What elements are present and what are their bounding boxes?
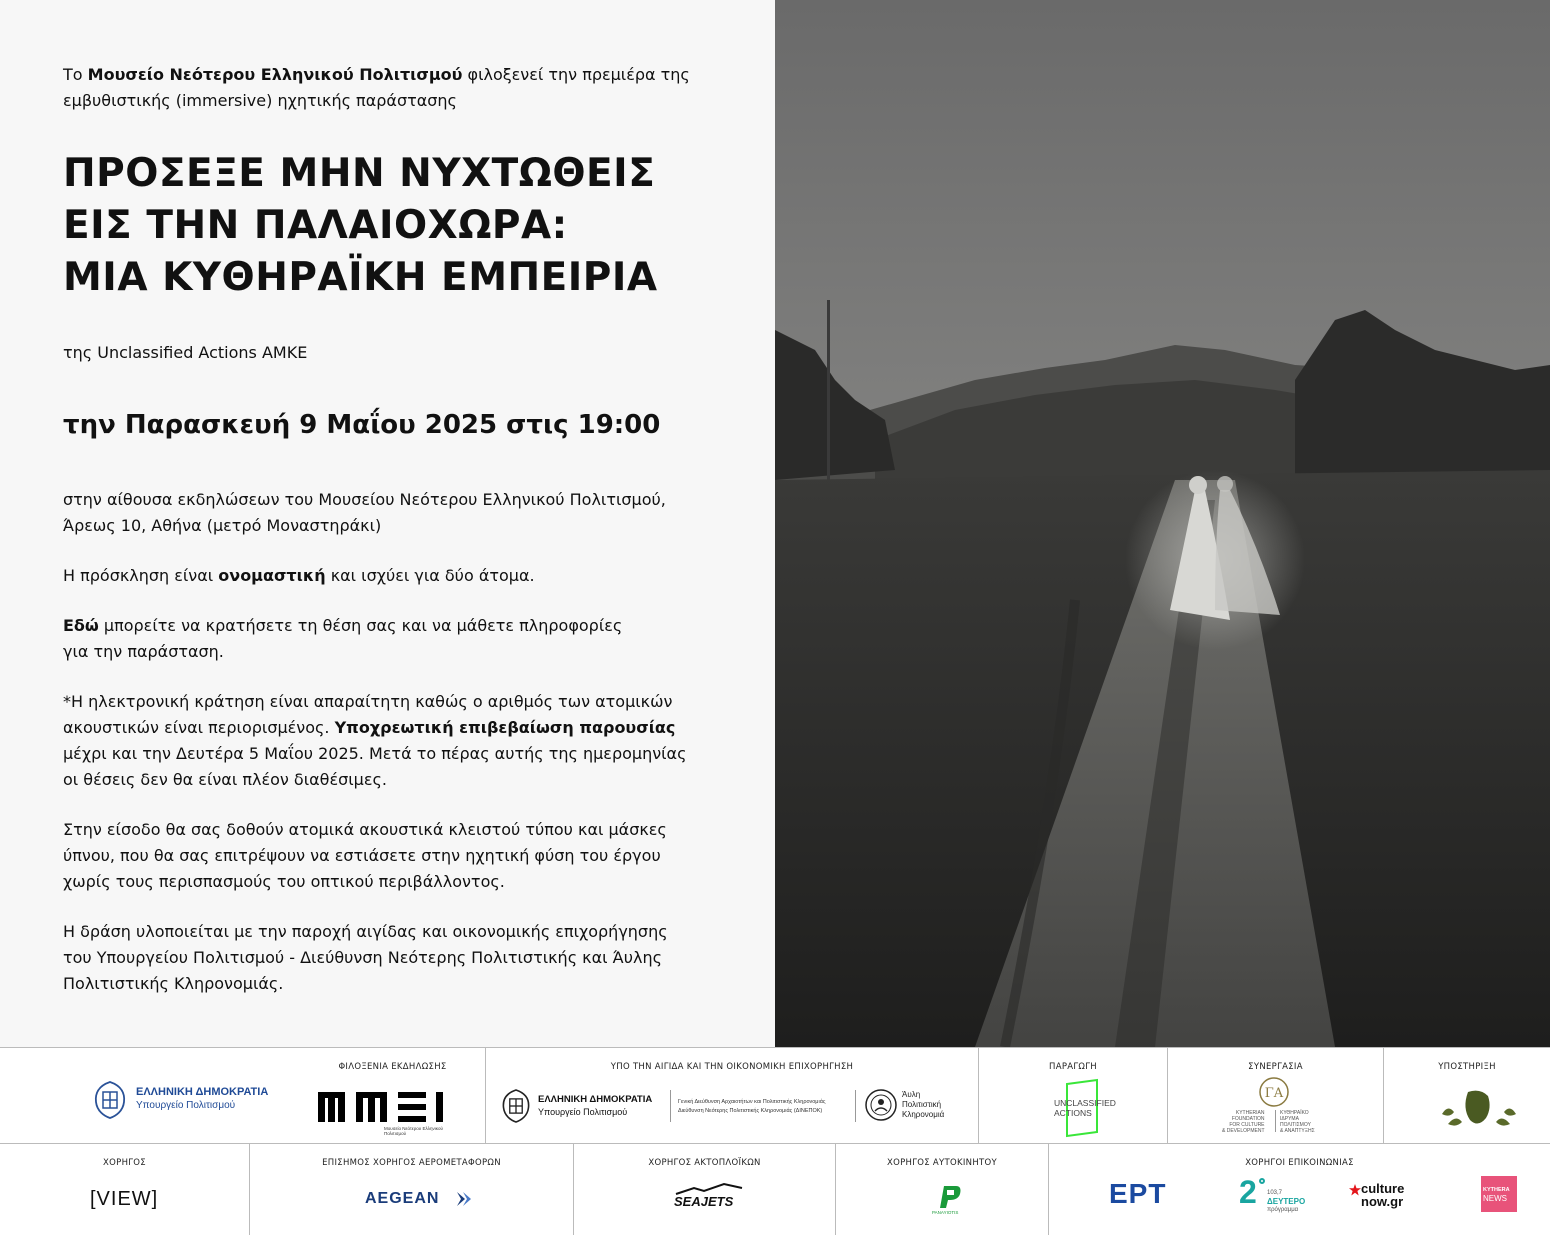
sponsor-cell-production	[979, 1048, 1168, 1143]
sponsor-cell-collaboration	[1168, 1048, 1384, 1143]
greek-coat-of-arms-icon	[500, 1088, 532, 1124]
mnei-logo-icon	[318, 1090, 458, 1126]
funding-line-3: Πολιτιστικής Κληρονομιάς.	[63, 974, 284, 993]
star-icon	[1349, 1184, 1361, 1196]
note-line-2a: ακουστικών είναι περιορισμένος.	[63, 718, 335, 737]
deftero-degree-icon	[1259, 1178, 1265, 1184]
kythera-en-2: FOUNDATION	[1231, 1116, 1265, 1122]
sponsor-cell-car	[836, 1144, 1049, 1235]
culture-line-2: now.gr	[1361, 1194, 1404, 1209]
patronage-divider	[670, 1090, 671, 1122]
sponsor-caption: ΧΟΡΗΓΟΣ	[103, 1158, 146, 1168]
kythera-gr-2: ΙΔΡΥΜΑ	[1280, 1116, 1299, 1122]
deftero-subtitle: πρόγραμμα	[1267, 1207, 1299, 1213]
view-logo: [VIEW]	[90, 1188, 159, 1210]
panayiotis-logo-text: PANAYIOTIS	[932, 1210, 959, 1215]
kytherian-foundation-logo-icon	[1258, 1076, 1290, 1108]
intangible-heritage-text	[902, 1090, 944, 1120]
intangible-line-1: Άυλη	[902, 1090, 921, 1099]
intro-part1: Το	[63, 65, 88, 84]
note-line-3: μέχρι και την Δευτέρα 5 Μαΐου 2025. Μετά το πέρας αυτής της ημερομηνίας	[63, 744, 687, 763]
invitation-paragraph	[63, 563, 753, 589]
laurel-island-logo-icon	[1438, 1084, 1520, 1132]
culture-line-1: culture	[1361, 1181, 1405, 1196]
note-line-2b: Υποχρεωτική επιβεβαίωση παρουσίας	[334, 718, 676, 737]
kythera-gr-1: ΚΥΘΗΡΑΪΚΟ	[1280, 1110, 1309, 1116]
byline: της Unclassified Actions AMKE	[63, 343, 308, 362]
aegean-logo: AEGEAN	[365, 1190, 440, 1207]
aegean-wing-icon	[455, 1190, 473, 1208]
kythera-gr-4: & ΑΝΑΠΤΥΞΗΣ	[1280, 1128, 1315, 1134]
kythera-news-line-1: KYTHERA	[1483, 1187, 1510, 1193]
entrance-line-1: Στην είσοδο θα σας δοθούν ατομικά ακουστικά κλειστού τύπου και μάσκες	[63, 820, 667, 839]
unclassified-actions-text	[1054, 1098, 1116, 1118]
culture-now-logo	[1361, 1182, 1404, 1208]
kythera-divider	[1275, 1110, 1276, 1132]
intangible-heritage-icon	[864, 1088, 898, 1122]
intro-part2: φιλοξενεί την πρεμιέρα της εμβυθιστικής (immersive) ηχητικής παράστασης	[63, 65, 690, 110]
kythera-en-1: KYTHERIAN	[1235, 1110, 1265, 1116]
sponsor-row-1	[0, 1047, 1550, 1144]
panayiotis-logo-icon	[936, 1184, 962, 1210]
support-caption: ΥΠΟΣΤΗΡΙΞΗ	[1438, 1062, 1496, 1072]
deftero-number: 2	[1239, 1174, 1257, 1210]
title-line-1: ΠΡΟΣΕΞΕ ΜΗΝ ΝΥΧΤΩΘΕΙΣ	[63, 151, 656, 196]
sponsor-cell-patronage	[486, 1048, 979, 1143]
hosting-caption: ΦΙΛΟΞΕΝΙΑ ΕΚΔΗΛΩΣΗΣ	[338, 1062, 447, 1072]
collaboration-caption: ΣΥΝΕΡΓΑΣΙΑ	[1248, 1062, 1303, 1072]
patronage-divider-2	[855, 1090, 856, 1122]
media-caption: ΧΟΡΗΓΟΙ ΕΠΙΚΟΙΝΩΝΙΑΣ	[1245, 1158, 1354, 1168]
sponsor-cell-ministry	[0, 1048, 300, 1143]
kythera-gr-3: ΠΟΛΙΤΙΣΜΟΥ	[1280, 1122, 1311, 1128]
sponsor-cell-seajets	[574, 1144, 836, 1235]
directorate-line-2: Διεύθυνση Νεότερης Πολιτιστικής Κληρονομιάς (ΔΙΝΕΠΟΚ)	[678, 1108, 823, 1114]
note-line-4: οι θέσεις δεν θα είναι πλέον διαθέσιμες.	[63, 770, 387, 789]
sponsor-cell-support	[1384, 1048, 1550, 1143]
booking-line-2: για την παράσταση.	[63, 642, 224, 661]
photo-illustration	[775, 0, 1550, 1047]
ministry-logo-subtitle: Υπουργείο Πολιτισμού	[136, 1100, 236, 1111]
ferry-caption: ΧΟΡΗΓΟΣ ΑΚΤΟΠΛΟΪΚΩΝ	[648, 1158, 761, 1168]
patronage-gov-name: ΕΛΛΗΝΙΚΗ ΔΗΜΟΚΡΑΤΙΑ	[538, 1094, 653, 1105]
deftero-frequency: 103,7	[1267, 1190, 1283, 1196]
production-caption: ΠΑΡΑΓΩΓΗ	[1049, 1062, 1097, 1072]
svg-text:ΓΑ: ΓΑ	[1264, 1086, 1284, 1101]
body-text	[63, 487, 753, 1021]
venue-paragraph	[63, 487, 753, 539]
booking-line-1: μπορείτε να κρατήσετε τη θέση σας και να μάθετε πληροφορίες	[98, 616, 623, 635]
mnei-logo-text: Μουσείο Νεότερου Ελληνικού Πολιτισμού	[384, 1126, 443, 1136]
note-paragraph	[63, 689, 753, 793]
funding-line-2: του Υπουργείου Πολιτισμού - Διεύθυνση Νεότερης Πολιτιστικής και Άυλης	[63, 948, 662, 967]
event-title	[63, 148, 763, 304]
event-photo	[775, 0, 1550, 1047]
intangible-line-2: Πολιτιστική	[902, 1100, 942, 1109]
booking-paragraph	[63, 613, 753, 665]
entrance-paragraph	[63, 817, 753, 895]
ministry-logo	[92, 1080, 282, 1120]
sponsor-cell-view	[0, 1144, 250, 1235]
ert-logo: ΕΡΤ	[1109, 1178, 1167, 1209]
deftero-name: ΔΕΥΤΕΡΟ	[1267, 1197, 1306, 1206]
sponsor-row-2	[0, 1144, 1550, 1235]
invitation-part1: Η πρόσκληση είναι	[63, 566, 219, 585]
venue-line-1: στην αίθουσα εκδηλώσεων του Μουσείου Νεότερου Ελληνικού Πολιτισμού,	[63, 490, 666, 509]
patronage-caption: ΥΠΟ ΤΗΝ ΑΙΓΙΔΑ ΚΑΙ ΤΗΝ ΟΙΚΟΝΟΜΙΚΗ ΕΠΙΧΟΡΗΓΗΣΗ	[610, 1062, 854, 1072]
invitation-bold: ονομαστική	[218, 566, 326, 585]
ua-line-1: UNCLASSIFIED	[1054, 1098, 1116, 1108]
intro-text	[63, 62, 743, 114]
entrance-line-3: χωρίς τους περισπασμούς του οπτικού περιβάλλοντος.	[63, 872, 505, 891]
kythera-en-4: & DEVELOPMENT	[1222, 1128, 1265, 1134]
sponsor-cell-media	[1049, 1144, 1550, 1235]
invitation-part2: και ισχύει για δύο άτομα.	[325, 566, 535, 585]
funding-paragraph	[63, 919, 753, 997]
entrance-line-2: ύπνου, που θα σας επιτρέψουν να εστιάσετε στην ηχητική φύση του έργου	[63, 846, 661, 865]
sponsor-cell-hosting	[300, 1048, 486, 1143]
directorate-line-1: Γενική Διεύθυνση Αρχαιοτήτων και Πολιτιστικής Κληρονομιάς	[678, 1099, 826, 1105]
kytherian-foundation-en	[1222, 1110, 1265, 1134]
kythera-news-line-2: NEWS	[1483, 1194, 1507, 1203]
airline-caption: ΕΠΙΣΗΜΟΣ ΧΟΡΗΓΟΣ ΑΕΡΟΜΕΤΑΦΟΡΩΝ	[322, 1158, 501, 1168]
title-line-3: ΜΙΑ ΚΥΘΗΡΑΪΚΗ ΕΜΠΕΙΡΙΑ	[63, 255, 658, 300]
kytherian-foundation-gr	[1280, 1110, 1315, 1134]
kythera-news-logo	[1481, 1176, 1517, 1212]
venue-line-2: Άρεως 10, Αθήνα (μετρό Μοναστηράκι)	[63, 516, 382, 535]
note-line-1: *Η ηλεκτρονική κράτηση είναι απαραίτητη καθώς ο αριθμός των ατομικών	[63, 692, 673, 711]
funding-line-1: Η δράση υλοποιείται με την παροχή αιγίδας και οικονομικής επιχορήγησης	[63, 922, 668, 941]
booking-link[interactable]: Εδώ	[63, 616, 99, 635]
sponsor-cell-aegean	[250, 1144, 574, 1235]
ministry-logo-name: ΕΛΛΗΝΙΚΗ ΔΗΜΟΚΡΑΤΙΑ	[136, 1086, 269, 1098]
seajets-logo: SEAJETS	[674, 1194, 734, 1209]
ua-line-2: ACTIONS	[1054, 1108, 1092, 1118]
event-date: την Παρασκευή 9 Μαΐου 2025 στις 19:00	[63, 410, 661, 440]
kythera-en-3: FOR CULTURE	[1229, 1122, 1265, 1128]
title-line-2: ΕΙΣ ΤΗΝ ΠΑΛΑΙΟΧΩΡΑ:	[63, 203, 568, 248]
museum-name: Μουσείο Νεότερου Ελληνικού Πολιτισμού	[87, 65, 463, 84]
patronage-gov-ministry: Υπουργείο Πολιτισμού	[538, 1107, 628, 1117]
intangible-line-3: Κληρονομιά	[902, 1110, 945, 1119]
text-panel	[0, 0, 775, 1047]
car-caption: ΧΟΡΗΓΟΣ ΑΥΤΟΚΙΝΗΤΟΥ	[886, 1158, 998, 1168]
greek-coat-of-arms-icon	[92, 1080, 128, 1120]
